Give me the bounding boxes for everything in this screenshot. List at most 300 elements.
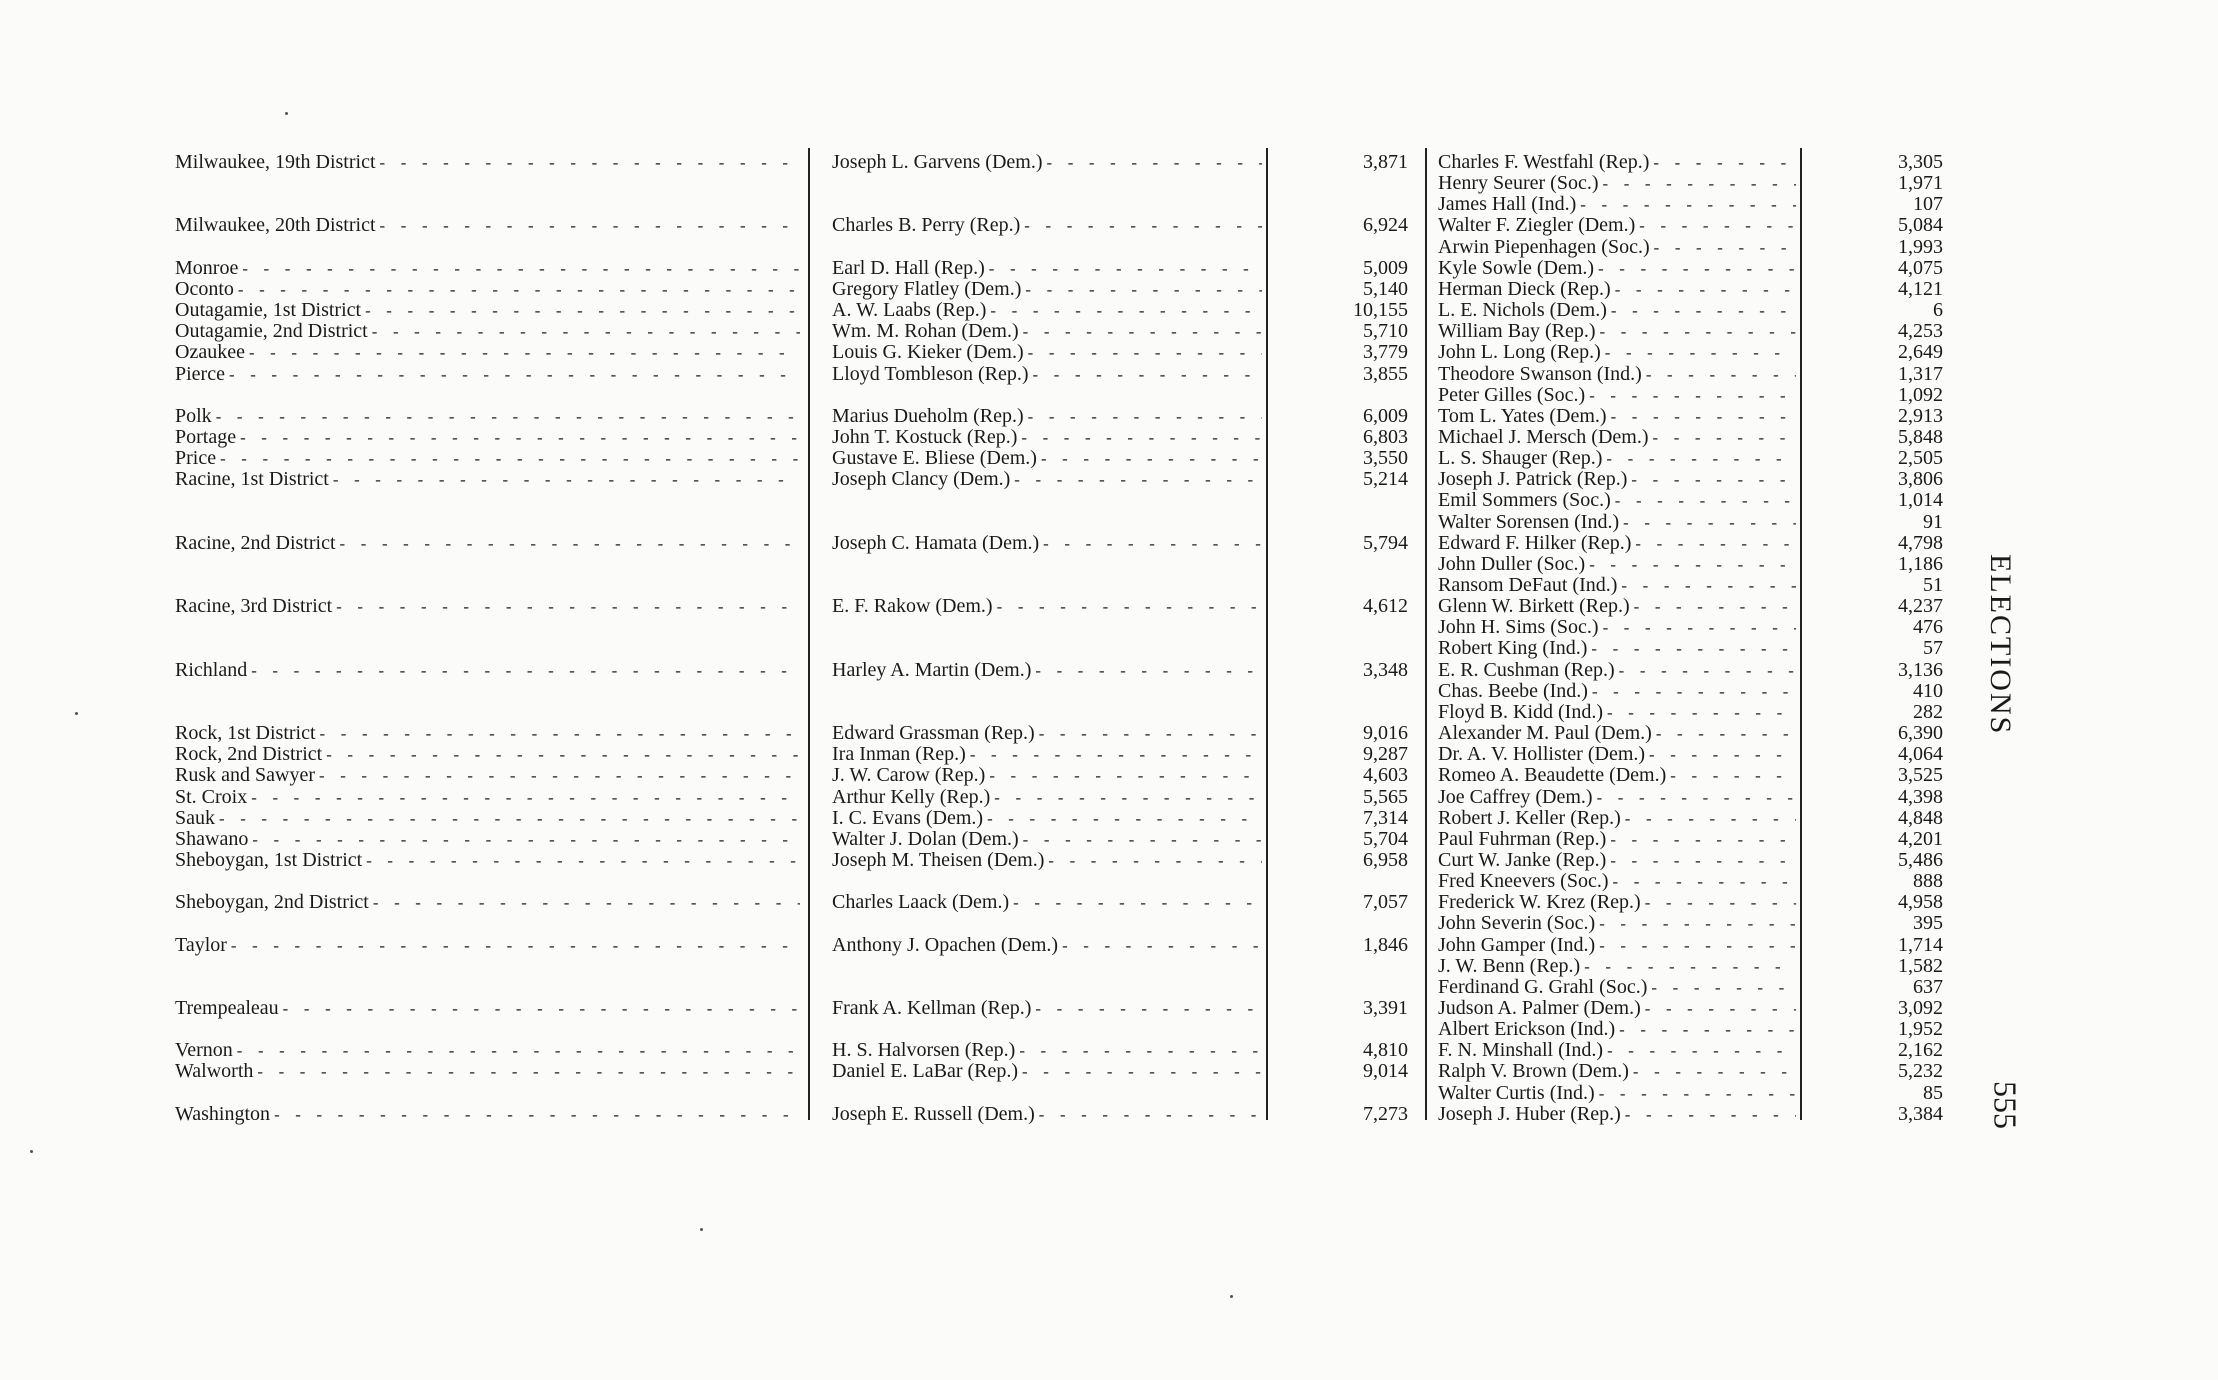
table-row — [0, 469, 2218, 490]
cell-county — [175, 808, 800, 829]
dot-leader — [1039, 450, 1262, 469]
cell-winner — [832, 279, 1262, 300]
dot-leader — [238, 429, 800, 448]
dot-leader — [1668, 767, 1796, 786]
table-row — [0, 300, 2218, 321]
cell-loser — [1438, 808, 1796, 829]
cell-loser-votes — [1810, 300, 1945, 321]
loser-text: Albert Erickson (Ind.) — [1438, 1019, 1616, 1040]
dot-leader — [1601, 175, 1797, 194]
cell-loser-votes — [1810, 956, 1945, 977]
cell-county — [175, 723, 800, 744]
loser-text: Walter Curtis (Ind.) — [1438, 1083, 1595, 1104]
cell-winner — [832, 152, 1262, 173]
dot-leader — [1022, 217, 1262, 236]
dot-leader — [1637, 217, 1796, 236]
county-text: Sauk — [175, 808, 215, 829]
cell-loser-votes — [1810, 871, 1945, 892]
dot-leader — [1611, 873, 1797, 892]
dot-leader — [985, 810, 1262, 829]
cell-county — [175, 300, 800, 321]
table-row — [0, 448, 2218, 469]
dot-leader — [1601, 619, 1796, 638]
loser-votes-text: 51 — [1923, 575, 1943, 596]
dot-leader — [1597, 1085, 1796, 1104]
loser-votes-text: 4,201 — [1898, 829, 1943, 850]
cell-loser-votes — [1810, 660, 1945, 681]
cell-loser — [1438, 575, 1796, 596]
winner-text: Joseph C. Hamata (Dem.) — [832, 533, 1040, 554]
dot-leader — [317, 767, 800, 786]
cell-winner-votes — [1280, 829, 1410, 850]
cell-winner-votes — [1280, 406, 1410, 427]
cell-winner — [832, 1040, 1262, 1061]
table-row — [0, 765, 2218, 786]
dot-leader — [1041, 535, 1262, 554]
cell-county — [175, 850, 800, 871]
cell-loser — [1438, 935, 1796, 956]
winner-votes-text: 4,810 — [1363, 1040, 1408, 1061]
dot-leader — [1654, 725, 1796, 744]
loser-votes-text: 1,092 — [1898, 385, 1943, 406]
winner-votes-text: 9,014 — [1363, 1061, 1408, 1082]
cell-winner — [832, 448, 1262, 469]
cell-loser — [1438, 215, 1796, 236]
table-row — [0, 427, 2218, 448]
cell-county — [175, 533, 800, 554]
cell-winner — [832, 321, 1262, 342]
loser-text: Joseph J. Huber (Rep.) — [1438, 1104, 1621, 1125]
table-row — [0, 850, 2218, 871]
cell-loser-votes — [1810, 427, 1945, 448]
loser-votes-text: 4,848 — [1898, 808, 1943, 829]
dot-leader — [1609, 302, 1796, 321]
cell-loser — [1438, 1104, 1796, 1125]
cell-loser-votes — [1810, 617, 1945, 638]
county-text: Shawano — [175, 829, 249, 850]
table-row — [0, 977, 2218, 998]
dot-leader — [1597, 937, 1796, 956]
cell-loser-votes — [1810, 152, 1945, 173]
dot-leader — [1587, 387, 1796, 406]
loser-text: E. R. Cushman (Rep.) — [1438, 660, 1615, 681]
cell-loser — [1438, 533, 1796, 554]
dot-leader — [1026, 408, 1262, 427]
county-text: Monroe — [175, 258, 239, 279]
cell-loser — [1438, 1061, 1796, 1082]
dot-leader — [250, 831, 800, 850]
dot-leader — [1045, 154, 1263, 173]
cell-loser — [1438, 1083, 1796, 1104]
dot-leader — [1590, 683, 1796, 702]
loser-text: Michael J. Mersch (Dem.) — [1438, 427, 1649, 448]
dot-leader — [1021, 323, 1262, 342]
dot-leader — [1595, 789, 1796, 808]
loser-text: Judson A. Palmer (Dem.) — [1438, 998, 1641, 1019]
county-text: Milwaukee, 19th District — [175, 152, 376, 173]
loser-text: William Bay (Rep.) — [1438, 321, 1596, 342]
winner-votes-text: 7,273 — [1363, 1104, 1408, 1125]
loser-votes-text: 1,014 — [1898, 490, 1943, 511]
cell-winner-votes — [1280, 300, 1410, 321]
cell-loser — [1438, 364, 1796, 385]
table-row — [0, 913, 2218, 934]
cell-county — [175, 364, 800, 385]
loser-votes-text: 1,971 — [1898, 173, 1943, 194]
cell-loser — [1438, 1019, 1796, 1040]
loser-votes-text: 888 — [1913, 871, 1943, 892]
loser-text: Ralph V. Brown (Dem.) — [1438, 1061, 1629, 1082]
dot-leader — [218, 450, 800, 469]
cell-winner — [832, 1104, 1262, 1125]
cell-loser-votes — [1810, 892, 1945, 913]
cell-loser-votes — [1810, 1019, 1945, 1040]
winner-votes-text: 10,155 — [1353, 300, 1408, 321]
winner-text: A. W. Laabs (Rep.) — [832, 300, 987, 321]
dot-leader — [1609, 408, 1796, 427]
winner-votes-text: 5,214 — [1363, 469, 1408, 490]
dot-leader — [1649, 979, 1796, 998]
winner-text: Charles Laack (Dem.) — [832, 892, 1010, 913]
county-text: Milwaukee, 20th District — [175, 215, 376, 236]
loser-votes-text: 5,848 — [1898, 427, 1943, 448]
cell-winner — [832, 533, 1262, 554]
cell-loser-votes — [1810, 1083, 1945, 1104]
dot-leader — [281, 1000, 800, 1019]
winner-text: John T. Kostuck (Rep.) — [832, 427, 1018, 448]
dot-leader — [214, 408, 800, 427]
dot-leader — [1631, 1063, 1796, 1082]
cell-county — [175, 215, 800, 236]
cell-county — [175, 406, 800, 427]
cell-loser — [1438, 406, 1796, 427]
cell-loser-votes — [1810, 977, 1945, 998]
loser-votes-text: 4,398 — [1898, 787, 1943, 808]
dot-leader — [227, 366, 800, 385]
dot-leader — [1651, 154, 1796, 173]
cell-loser-votes — [1810, 935, 1945, 956]
cell-county — [175, 448, 800, 469]
dot-leader — [1587, 556, 1796, 575]
dot-leader — [1605, 704, 1796, 723]
winner-votes-text: 3,550 — [1363, 448, 1408, 469]
cell-winner-votes — [1280, 744, 1410, 765]
loser-text: Emil Sommers (Soc.) — [1438, 490, 1611, 511]
loser-votes-text: 5,084 — [1898, 215, 1943, 236]
table-row — [0, 744, 2218, 765]
cell-winner — [832, 596, 1262, 617]
winner-votes-text: 3,871 — [1363, 152, 1408, 173]
cell-winner-votes — [1280, 533, 1410, 554]
cell-county — [175, 258, 800, 279]
dot-leader — [1037, 1106, 1262, 1125]
cell-loser — [1438, 977, 1796, 998]
cell-winner-votes — [1280, 1061, 1410, 1082]
table-row — [0, 258, 2218, 279]
dot-leader — [995, 598, 1262, 617]
dot-leader — [1632, 598, 1796, 617]
loser-votes-text: 3,384 — [1898, 1104, 1943, 1125]
winner-votes-text: 5,704 — [1363, 829, 1408, 850]
loser-votes-text: 1,952 — [1898, 1019, 1943, 1040]
dot-leader — [1619, 577, 1796, 596]
dot-leader — [255, 1063, 800, 1082]
cell-county — [175, 829, 800, 850]
county-text: Taylor — [175, 935, 227, 956]
loser-text: J. W. Benn (Rep.) — [1438, 956, 1581, 977]
cell-loser — [1438, 490, 1796, 511]
winner-votes-text: 5,140 — [1363, 279, 1408, 300]
winner-text: Frank A. Kellman (Rep.) — [832, 998, 1032, 1019]
table-row — [0, 723, 2218, 744]
table-row — [0, 554, 2218, 575]
table-row — [0, 998, 2218, 1019]
cell-county — [175, 427, 800, 448]
table-row — [0, 787, 2218, 808]
cell-winner-votes — [1280, 596, 1410, 617]
table-row — [0, 808, 2218, 829]
table-row — [0, 215, 2218, 236]
cell-loser — [1438, 765, 1796, 786]
county-text: Outagamie, 2nd District — [175, 321, 368, 342]
cell-county — [175, 765, 800, 786]
dot-leader — [1033, 662, 1262, 681]
loser-votes-text: 2,505 — [1898, 448, 1943, 469]
dot-leader — [217, 810, 800, 829]
cell-loser-votes — [1810, 808, 1945, 829]
dot-leader — [1596, 260, 1796, 279]
cell-winner-votes — [1280, 935, 1410, 956]
cell-loser-votes — [1810, 385, 1945, 406]
county-text: Portage — [175, 427, 237, 448]
cell-winner-votes — [1280, 892, 1410, 913]
loser-votes-text: 4,064 — [1898, 744, 1943, 765]
cell-winner-votes — [1280, 723, 1410, 744]
loser-text: Paul Fuhrman (Rep.) — [1438, 829, 1607, 850]
county-text: Rock, 1st District — [175, 723, 316, 744]
winner-text: Edward Grassman (Rep.) — [832, 723, 1035, 744]
cell-winner — [832, 364, 1262, 385]
table-row — [0, 956, 2218, 977]
loser-votes-text: 1,993 — [1898, 237, 1943, 258]
cell-county — [175, 1061, 800, 1082]
cell-loser — [1438, 829, 1796, 850]
cell-loser — [1438, 469, 1796, 490]
cell-loser — [1438, 194, 1796, 215]
cell-loser-votes — [1810, 702, 1945, 723]
cell-loser-votes — [1810, 237, 1945, 258]
winner-votes-text: 6,958 — [1363, 850, 1408, 871]
table-row — [0, 237, 2218, 258]
winner-text: H. S. Halvorsen (Rep.) — [832, 1040, 1016, 1061]
cell-winner-votes — [1280, 152, 1410, 173]
cell-loser — [1438, 342, 1796, 363]
dot-leader — [1608, 852, 1796, 871]
county-text: Oconto — [175, 279, 234, 300]
cell-loser — [1438, 173, 1796, 194]
dot-leader — [1621, 514, 1796, 533]
cell-loser — [1438, 617, 1796, 638]
table-row — [0, 596, 2218, 617]
dot-leader — [1037, 725, 1262, 744]
winner-votes-text: 9,287 — [1363, 744, 1408, 765]
cell-winner-votes — [1280, 850, 1410, 871]
winner-votes-text: 7,057 — [1363, 892, 1408, 913]
winner-text: Anthony J. Opachen (Dem.) — [832, 935, 1059, 956]
table-row — [0, 321, 2218, 342]
loser-text: Robert J. Keller (Rep.) — [1438, 808, 1621, 829]
county-text: Polk — [175, 406, 212, 427]
cell-loser-votes — [1810, 173, 1945, 194]
table-row — [0, 279, 2218, 300]
dot-leader — [247, 344, 800, 363]
cell-winner — [832, 215, 1262, 236]
dot-leader — [378, 154, 800, 173]
dot-leader — [1598, 323, 1797, 342]
dot-leader — [249, 662, 800, 681]
table-row — [0, 1104, 2218, 1125]
cell-loser-votes — [1810, 765, 1945, 786]
table-row — [0, 406, 2218, 427]
table-row — [0, 173, 2218, 194]
loser-text: Fred Kneevers (Soc.) — [1438, 871, 1609, 892]
cell-winner — [832, 998, 1262, 1019]
county-text: Racine, 3rd District — [175, 596, 333, 617]
dot-leader — [1011, 894, 1262, 913]
dot-leader — [1582, 958, 1796, 977]
cell-winner — [832, 829, 1262, 850]
loser-votes-text: 1,317 — [1898, 364, 1943, 385]
cell-county — [175, 1040, 800, 1061]
dot-leader — [1613, 492, 1796, 511]
cell-county — [175, 279, 800, 300]
cell-winner — [832, 744, 1262, 765]
dot-leader — [988, 302, 1262, 321]
cell-winner — [832, 258, 1262, 279]
cell-county — [175, 321, 800, 342]
loser-text: Ferdinand G. Grahl (Soc.) — [1438, 977, 1648, 998]
cell-winner — [832, 342, 1262, 363]
dot-leader — [1629, 471, 1796, 490]
cell-winner-votes — [1280, 469, 1410, 490]
loser-text: Ransom DeFaut (Ind.) — [1438, 575, 1618, 596]
loser-votes-text: 5,486 — [1898, 850, 1943, 871]
loser-text: Arwin Piepenhagen (Soc.) — [1438, 237, 1650, 258]
cell-loser — [1438, 385, 1796, 406]
dot-leader — [331, 471, 800, 490]
table-row — [0, 702, 2218, 723]
dot-leader — [1031, 366, 1262, 385]
cell-county — [175, 1104, 800, 1125]
winner-votes-text: 3,348 — [1363, 660, 1408, 681]
cell-loser-votes — [1810, 364, 1945, 385]
county-text: Sheboygan, 2nd District — [175, 892, 369, 913]
cell-loser-votes — [1810, 596, 1945, 617]
cell-loser-votes — [1810, 533, 1945, 554]
dot-leader — [987, 767, 1262, 786]
cell-loser-votes — [1810, 554, 1945, 575]
dot-leader — [1012, 471, 1262, 490]
loser-text: James Hall (Ind.) — [1438, 194, 1577, 215]
county-text: Sheboygan, 1st District — [175, 850, 363, 871]
cell-winner-votes — [1280, 342, 1410, 363]
cell-loser — [1438, 850, 1796, 871]
loser-votes-text: 5,232 — [1898, 1061, 1943, 1082]
cell-winner — [832, 892, 1262, 913]
dot-leader — [1603, 344, 1796, 363]
dot-leader — [1613, 281, 1796, 300]
dot-leader — [1651, 429, 1797, 448]
cell-winner — [832, 406, 1262, 427]
dot-leader — [1020, 1063, 1262, 1082]
loser-text: Frederick W. Krez (Rep.) — [1438, 892, 1641, 913]
cell-winner-votes — [1280, 448, 1410, 469]
winner-votes-text: 3,855 — [1363, 364, 1408, 385]
dot-leader — [338, 535, 800, 554]
cell-winner — [832, 300, 1262, 321]
loser-text: L. E. Nichols (Dem.) — [1438, 300, 1607, 321]
cell-county — [175, 469, 800, 490]
cell-winner — [832, 850, 1262, 871]
cell-county — [175, 892, 800, 913]
county-text: Rusk and Sawyer — [175, 765, 315, 786]
page-number: 555 — [1987, 1081, 2024, 1129]
cell-loser — [1438, 871, 1796, 892]
dot-leader — [1017, 1042, 1262, 1061]
cell-county — [175, 787, 800, 808]
winner-text: Louis G. Kieker (Dem.) — [832, 342, 1024, 363]
cell-county — [175, 660, 800, 681]
cell-loser — [1438, 956, 1796, 977]
dot-leader — [370, 323, 800, 342]
county-text: Pierce — [175, 364, 225, 385]
winner-text: Joseph L. Garvens (Dem.) — [832, 152, 1043, 173]
dot-leader — [1046, 852, 1262, 871]
county-text: Racine, 1st District — [175, 469, 329, 490]
winner-text: J. W. Carow (Rep.) — [832, 765, 986, 786]
cell-loser — [1438, 638, 1796, 659]
cell-winner — [832, 765, 1262, 786]
table-row — [0, 935, 2218, 956]
cell-loser-votes — [1810, 1104, 1945, 1125]
winner-text: Daniel E. LaBar (Rep.) — [832, 1061, 1019, 1082]
loser-text: Edward F. Hilker (Rep.) — [1438, 533, 1632, 554]
loser-votes-text: 282 — [1913, 702, 1943, 723]
dot-leader — [371, 894, 800, 913]
cell-loser-votes — [1810, 194, 1945, 215]
loser-votes-text: 4,958 — [1898, 892, 1943, 913]
cell-winner-votes — [1280, 258, 1410, 279]
winner-votes-text: 4,612 — [1363, 596, 1408, 617]
cell-winner — [832, 787, 1262, 808]
cell-winner-votes — [1280, 765, 1410, 786]
loser-votes-text: 2,162 — [1898, 1040, 1943, 1061]
cell-county — [175, 744, 800, 765]
cell-winner-votes — [1280, 427, 1410, 448]
county-text: Trempealeau — [175, 998, 279, 1019]
winner-votes-text: 7,314 — [1363, 808, 1408, 829]
cell-winner-votes — [1280, 808, 1410, 829]
loser-votes-text: 6,390 — [1898, 723, 1943, 744]
loser-text: Robert King (Ind.) — [1438, 638, 1588, 659]
loser-text: Joe Caffrey (Dem.) — [1438, 787, 1593, 808]
cell-loser — [1438, 279, 1796, 300]
table-row — [0, 660, 2218, 681]
cell-winner — [832, 1061, 1262, 1082]
cell-winner-votes — [1280, 279, 1410, 300]
cell-loser — [1438, 427, 1796, 448]
dot-leader — [1589, 640, 1796, 659]
